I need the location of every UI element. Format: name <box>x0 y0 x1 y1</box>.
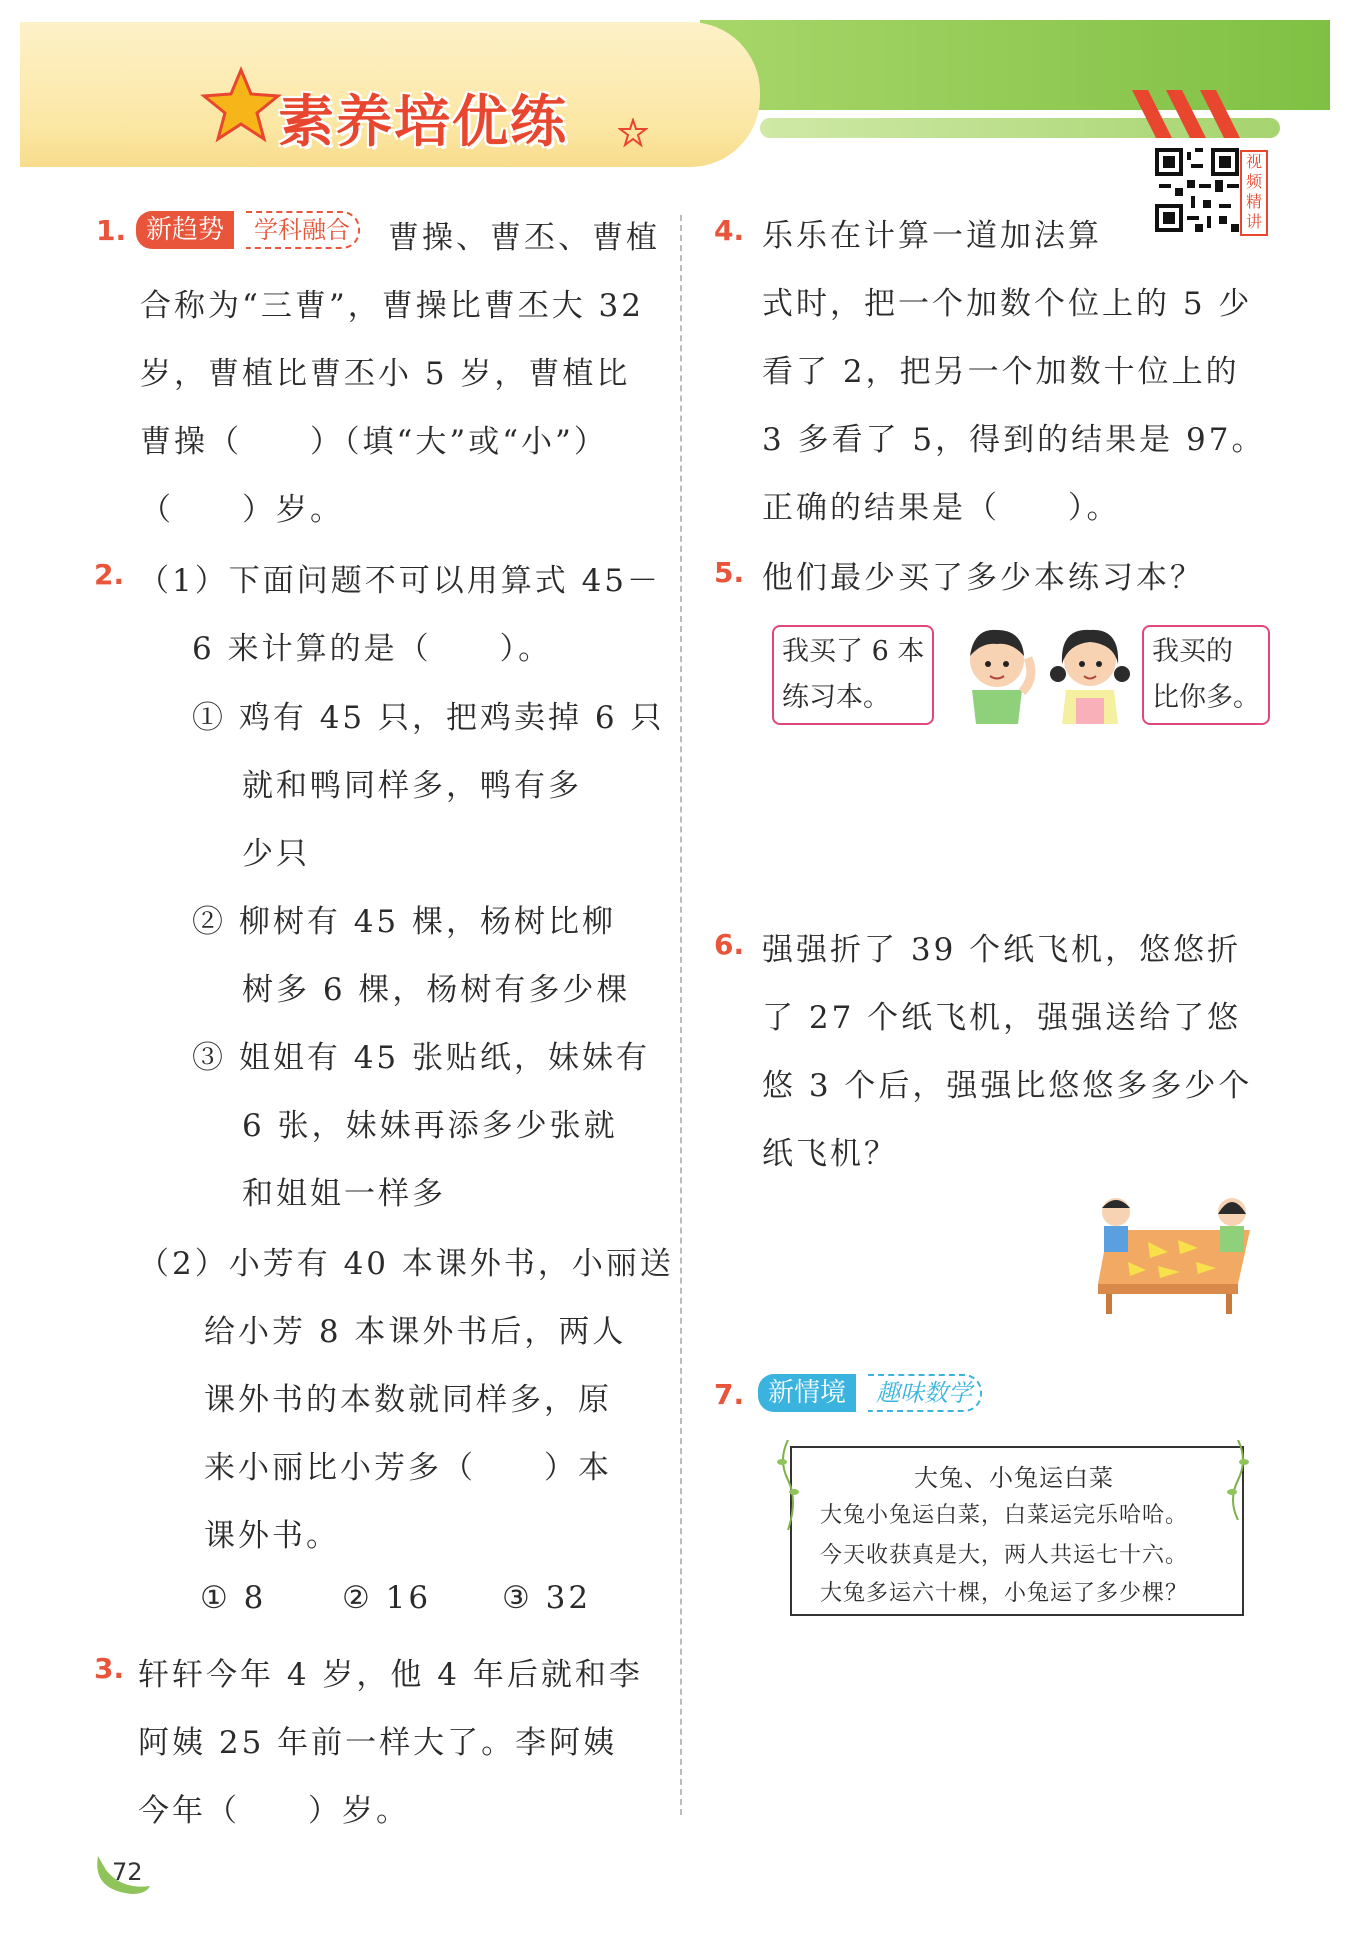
q2-line: 来小丽比小芳多（ ）本 <box>204 1450 612 1486</box>
q2-option-line: ① 鸡有 45 只，把鸡卖掉 6 只 <box>192 700 665 736</box>
question-number: 3. <box>94 1652 125 1685</box>
situation-tag: 新情境 <box>758 1374 856 1412</box>
vine-decoration-left <box>776 1440 800 1530</box>
small-star-icon <box>618 118 648 148</box>
q3-line: 阿姨 25 年前一样大了。李阿姨 <box>138 1725 618 1761</box>
q4-line: 正确的结果是（ ）。 <box>762 490 1121 526</box>
star-icon <box>196 64 286 144</box>
poem-line: 今天收获真是大，两人共运七十六。 <box>820 1543 1189 1568</box>
q2-option-line: ③ 姐姐有 45 张贴纸，妹妹有 <box>192 1040 651 1076</box>
question-number: 4. <box>714 214 745 247</box>
q2-option-line: ② 柳树有 45 棵，杨树比柳 <box>192 904 617 940</box>
poem-line: 大兔多运六十棵，小兔运了多少棵？ <box>820 1581 1189 1606</box>
speech-bubble-boy <box>772 625 934 725</box>
qr-label-char: 讲 <box>1245 212 1262 231</box>
q2-choice: ② 16 <box>342 1580 432 1616</box>
q2-line: 课外书的本数就同样多，原 <box>204 1382 612 1418</box>
q2-option-line: 6 张，妹妹再添多少张就 <box>242 1108 618 1144</box>
question-number: 5. <box>714 556 745 589</box>
question-number: 7. <box>714 1378 745 1411</box>
bubble-line: 练习本。 <box>782 682 890 713</box>
q6-line: 纸飞机？ <box>762 1136 898 1172</box>
vine-decoration-right <box>1226 1440 1250 1520</box>
q2-option-line: 少只 <box>242 836 310 872</box>
q2-option-line: 和姐姐一样多 <box>242 1176 446 1212</box>
q2-choice: ③ 32 <box>502 1580 592 1616</box>
subject-tag: 学科融合 <box>246 211 360 249</box>
girl-illustration <box>1042 618 1138 724</box>
q2-line: 课外书。 <box>204 1518 340 1554</box>
qr-label-char: 频 <box>1245 172 1262 191</box>
column-divider <box>680 215 682 1815</box>
question-number: 2. <box>94 558 125 591</box>
q1-line: 曹操（ ）（填“大”或“小”） <box>140 424 608 460</box>
fun-math-tag: 趣味数学 <box>868 1374 982 1412</box>
bubble-line: 我买了 6 本 <box>782 636 925 667</box>
section-title: 素养培优练 <box>278 90 568 155</box>
q6-line: 强强折了 39 个纸飞机，悠悠折 <box>762 932 1242 968</box>
page-number: 72 <box>112 1858 143 1886</box>
q2-line: 给小芳 8 本课外书后，两人 <box>204 1314 627 1350</box>
bubble-line: 比你多。 <box>1152 682 1260 713</box>
q2-option-line: 就和鸭同样多，鸭有多 <box>242 768 582 804</box>
q3-line: 轩轩今年 4 岁，他 4 年后就和李 <box>138 1657 643 1693</box>
trend-tag: 新趋势 <box>136 211 234 249</box>
q2-choice: ① 8 <box>200 1580 267 1616</box>
qr-label-char: 视 <box>1245 152 1262 171</box>
q1-line: 岁，曹植比曹丕小 5 岁，曹植比 <box>140 356 631 392</box>
stripes-decoration <box>1132 90 1252 138</box>
question-number: 1. <box>96 214 127 247</box>
q4-line: 乐乐在计算一道加法算 <box>762 218 1102 254</box>
q4-line: 3 多看了 5，得到的结果是 97。 <box>762 422 1266 458</box>
q3-line: 今年（ ）岁。 <box>138 1793 410 1829</box>
poem-line: 大兔小兔运白菜，白菜运完乐哈哈。 <box>820 1503 1189 1528</box>
boy-illustration <box>952 618 1042 724</box>
bubble-line: 我买的 <box>1152 636 1233 667</box>
q4-line: 式时，把一个加数个位上的 5 少 <box>762 286 1253 322</box>
qr-code-icon[interactable] <box>1153 148 1241 232</box>
speech-bubble-girl <box>1142 625 1270 725</box>
poem-title: 大兔、小兔运白菜 <box>914 1464 1114 1492</box>
q1-line: 合称为“三曹”，曹操比曹丕大 32 <box>140 288 644 324</box>
poem-box <box>790 1446 1244 1616</box>
q6-line: 悠 3 个后，强强比悠悠多多少个 <box>762 1068 1253 1104</box>
q1-line: 曹操、曹丕、曹植 <box>388 220 660 256</box>
q2-line: （1）下面问题不可以用算式 45－ <box>138 563 662 599</box>
q5-text: 他们最少买了多少本练习本？ <box>762 560 1204 596</box>
question-number: 6. <box>714 928 745 961</box>
q1-line: （ ）岁。 <box>140 492 344 528</box>
paper-planes-illustration <box>1088 1192 1260 1316</box>
qr-label-char: 精 <box>1245 192 1262 211</box>
q2-option-line: 树多 6 棵，杨树有多少棵 <box>242 972 631 1008</box>
q4-line: 看了 2，把另一个加数十位上的 <box>762 354 1240 390</box>
q6-line: 了 27 个纸飞机，强强送给了悠 <box>762 1000 1242 1036</box>
q2-line: 6 来计算的是（ ）。 <box>192 631 553 667</box>
q2-line: （2）小芳有 40 本课外书，小丽送 <box>138 1246 674 1282</box>
video-lecture-label[interactable] <box>1240 150 1268 236</box>
